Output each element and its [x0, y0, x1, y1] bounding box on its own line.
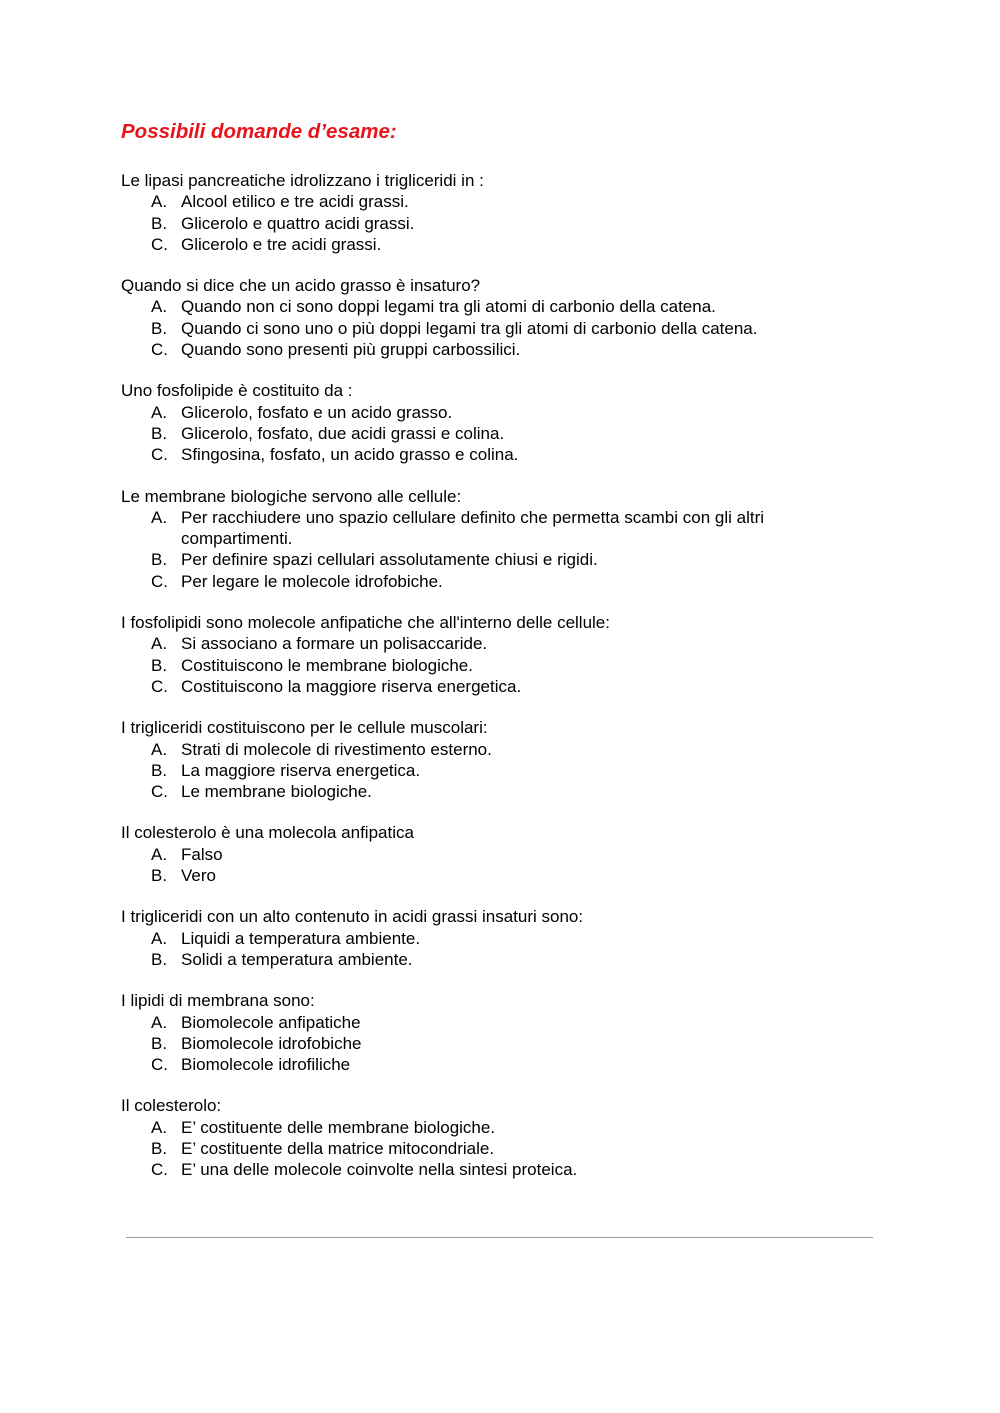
option-list [121, 191, 881, 255]
question-block [121, 170, 881, 255]
answer-option [121, 676, 881, 697]
question-block [121, 906, 881, 970]
footer-divider [126, 1237, 873, 1238]
option-letter: B. [151, 1033, 168, 1053]
answer-option [121, 1138, 881, 1159]
answer-option [121, 1117, 881, 1138]
option-letter: B. [151, 949, 168, 969]
option-list [121, 1117, 881, 1181]
option-letter: A. [151, 928, 168, 948]
option-letter: B. [151, 760, 168, 780]
answer-option [121, 1159, 881, 1180]
answer-option [121, 234, 881, 255]
question-text: I trigliceridi con un alto contenuto in acidi grassi insaturi sono: [121, 907, 584, 927]
option-text: Costituiscono la maggiore riserva energetica. [181, 676, 522, 696]
option-text: Per legare le molecole idrofobiche. [181, 571, 443, 591]
option-letter: C. [151, 571, 168, 591]
question-block [121, 717, 881, 802]
option-text: Biomolecole anfipatiche [181, 1012, 361, 1032]
question-text: I trigliceridi costituiscono per le cellule muscolari: [121, 718, 488, 738]
option-text: Costituiscono le membrane biologiche. [181, 655, 473, 675]
option-letter: C. [151, 234, 168, 254]
question-block [121, 1095, 881, 1180]
answer-option [121, 549, 881, 570]
page-title: Possibili domande d’esame: [121, 120, 397, 143]
option-text: La maggiore riserva energetica. [181, 760, 421, 780]
option-letter: A. [151, 192, 168, 212]
option-letter: C. [151, 676, 168, 696]
answer-option [121, 318, 881, 339]
option-letter: C. [151, 782, 168, 802]
option-list [121, 507, 881, 592]
option-letter: A. [151, 739, 168, 759]
answer-option [121, 507, 881, 550]
question-text: Il colesterolo è una molecola anfipatica [121, 823, 414, 843]
question-text: I lipidi di membrana sono: [121, 991, 315, 1011]
option-text: Strati di molecole di rivestimento esterno. [181, 739, 492, 759]
option-letter: A. [151, 844, 168, 864]
option-list [121, 928, 881, 971]
question-text: Le membrane biologiche servono alle cellule: [121, 486, 462, 506]
option-text: Quando sono presenti più gruppi carbossilici. [181, 340, 521, 360]
option-text: E’ costituente della matrice mitocondriale. [181, 1138, 495, 1158]
option-letter: B. [151, 213, 168, 233]
question-block [121, 380, 881, 465]
question-block [121, 822, 881, 886]
option-text: Vero [181, 866, 216, 886]
option-letter: B. [151, 423, 168, 443]
option-list [121, 844, 881, 887]
question-block [121, 486, 881, 592]
option-text: Quando ci sono uno o più doppi legami tra gli atomi di carbonio della catena. [181, 318, 758, 338]
question-text: Il colesterolo: [121, 1096, 222, 1116]
answer-option [121, 633, 881, 654]
answer-option [121, 928, 881, 949]
option-letter: B. [151, 550, 168, 570]
question-block [121, 990, 881, 1075]
option-text: Glicerolo, fosfato e un acido grasso. [181, 402, 453, 422]
option-text: Solidi a temperatura ambiente. [181, 949, 413, 969]
option-letter: B. [151, 866, 168, 886]
option-letter: C. [151, 1160, 168, 1180]
option-text: Liquidi a temperatura ambiente. [181, 928, 421, 948]
answer-option [121, 423, 881, 444]
answer-option [121, 1012, 881, 1033]
option-letter: B. [151, 318, 168, 338]
answer-option [121, 213, 881, 234]
option-text: E’ costituente delle membrane biologiche. [181, 1117, 496, 1137]
option-letter: A. [151, 634, 168, 654]
answer-option [121, 781, 881, 802]
option-list [121, 296, 881, 360]
answer-option [121, 191, 881, 212]
option-text: Per racchiudere uno spazio cellulare definito che permetta scambi con gli altri compartimenti. [181, 507, 765, 549]
answer-option [121, 1054, 881, 1075]
option-text: Biomolecole idrofiliche [181, 1055, 351, 1075]
option-letter: A. [151, 507, 168, 527]
answer-option [121, 444, 881, 465]
option-letter: C. [151, 1055, 168, 1075]
option-text: Le membrane biologiche. [181, 782, 372, 802]
document-page [121, 118, 881, 1201]
answer-option [121, 949, 881, 970]
option-text: Per definire spazi cellulari assolutamente chiusi e rigidi. [181, 550, 598, 570]
question-text: Uno fosfolipide è costituito da : [121, 381, 353, 401]
option-text: Quando non ci sono doppi legami tra gli atomi di carbonio della catena. [181, 297, 716, 317]
question-block [121, 612, 881, 697]
answer-option [121, 865, 881, 886]
option-letter: C. [151, 445, 168, 465]
option-letter: A. [151, 1117, 168, 1137]
option-text: Biomolecole idrofobiche [181, 1033, 362, 1053]
option-text: Sfingosina, fosfato, un acido grasso e colina. [181, 445, 519, 465]
question-block [121, 275, 881, 360]
option-text: Alcool etilico e tre acidi grassi. [181, 192, 409, 212]
option-letter: C. [151, 340, 168, 360]
answer-option [121, 296, 881, 317]
answer-option [121, 760, 881, 781]
question-text: I fosfolipidi sono molecole anfipatiche che all'interno delle cellule: [121, 613, 610, 633]
answer-option [121, 844, 881, 865]
option-list [121, 402, 881, 466]
option-letter: B. [151, 655, 168, 675]
option-letter: B. [151, 1138, 168, 1158]
option-list [121, 633, 881, 697]
answer-option [121, 655, 881, 676]
option-letter: A. [151, 1012, 168, 1032]
option-text: Glicerolo, fosfato, due acidi grassi e colina. [181, 423, 505, 443]
option-text: E’ una delle molecole coinvolte nella sintesi proteica. [181, 1160, 578, 1180]
question-text: Le lipasi pancreatiche idrolizzano i trigliceridi in : [121, 171, 484, 190]
option-list [121, 739, 881, 803]
question-text: Quando si dice che un acido grasso è insaturo? [121, 276, 481, 296]
answer-option [121, 739, 881, 760]
option-list [121, 1012, 881, 1076]
answer-option [121, 571, 881, 592]
option-text: Glicerolo e tre acidi grassi. [181, 234, 382, 254]
option-text: Si associano a formare un polisaccaride. [181, 634, 488, 654]
option-letter: A. [151, 402, 168, 422]
option-text: Glicerolo e quattro acidi grassi. [181, 213, 415, 233]
answer-option [121, 1033, 881, 1054]
question-list [121, 170, 881, 1181]
option-letter: A. [151, 297, 168, 317]
answer-option [121, 402, 881, 423]
answer-option [121, 339, 881, 360]
option-text: Falso [181, 844, 223, 864]
